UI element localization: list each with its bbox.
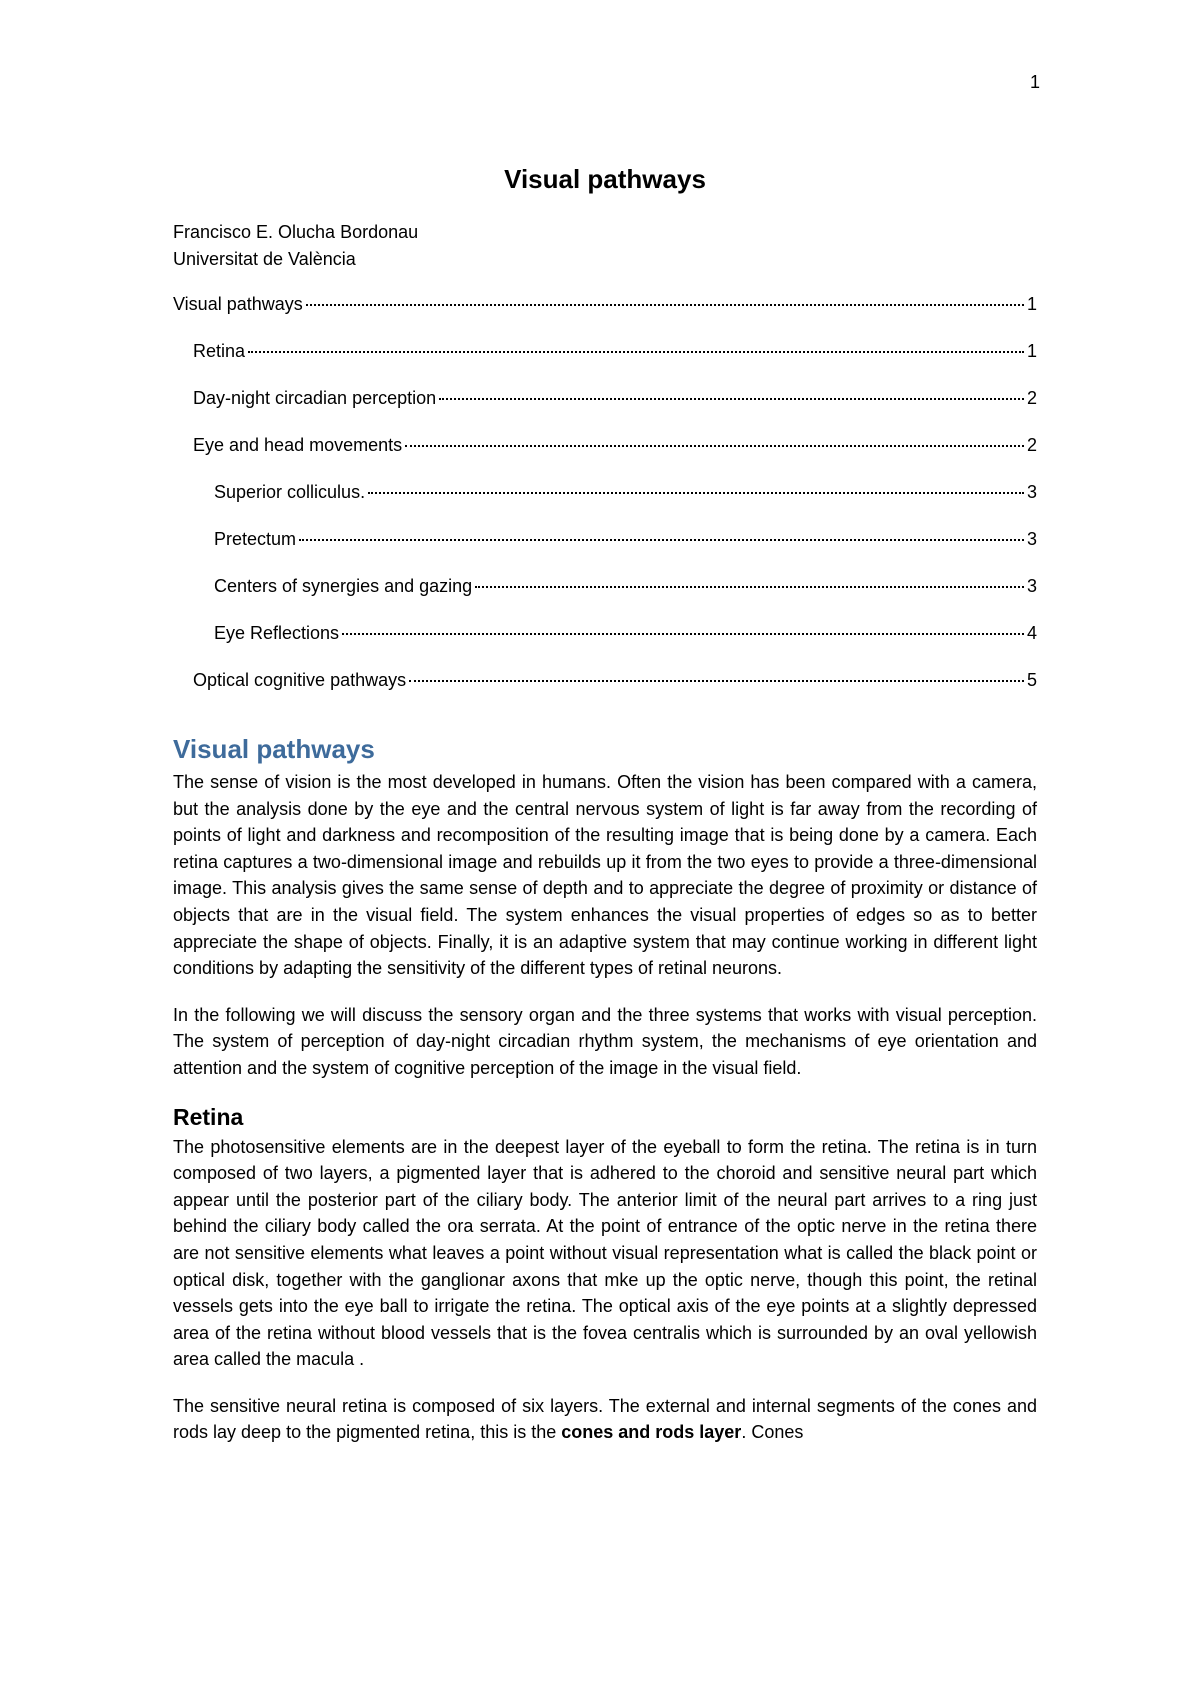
toc-entry[interactable]	[173, 434, 1037, 481]
toc-leader	[409, 680, 1024, 682]
toc-label: Eye Reflections	[214, 623, 340, 643]
section-heading: Visual pathways	[173, 734, 375, 764]
toc-label: Centers of synergies and gazing	[214, 576, 473, 596]
table-of-contents	[173, 293, 1037, 716]
toc-page: 2	[1026, 388, 1037, 408]
paragraph-text: . Cones	[741, 1422, 804, 1443]
toc-entry[interactable]	[173, 575, 1037, 622]
toc-page: 1	[1026, 294, 1037, 314]
toc-label: Eye and head movements	[193, 435, 403, 455]
toc-label: Superior colliculus.	[214, 482, 366, 502]
toc-entry[interactable]	[173, 481, 1037, 528]
affiliation: Universitat de València	[173, 249, 356, 269]
toc-page: 2	[1026, 435, 1037, 455]
toc-label: Day-night circadian perception	[193, 388, 437, 408]
toc-entry[interactable]	[173, 340, 1037, 387]
author: Francisco E. Olucha Bordonau	[173, 222, 419, 242]
toc-page: 4	[1026, 623, 1037, 643]
toc-entry[interactable]	[173, 387, 1037, 434]
toc-label: Pretectum	[214, 529, 297, 549]
toc-entry[interactable]	[173, 293, 1037, 340]
toc-leader	[342, 633, 1024, 635]
paragraph: The photosensitive elements are in the deepest layer of the eyeball to form the retina. The retina is in turn composed of two layers, a pigmented layer that is adhered to the choroid and sensitive neural part which appear until the posterior part of the ciliary body. The anterior limit of the neural part arrives to a ring just behind the ciliary body called the ora serrata. At the point of entrance of the optic nerve in the retina there are not sensitive elements what leaves a point without visual representation what is called the black point or optical disk, together with the ganglionar axons that mke up the optic nerve, though this point, the retinal vessels gets into the eye ball to irrigate the retina. The optical axis of the eye points at a slightly depressed area of the retina without blood vessels that is the fovea centralis which is surrounded by an oval yellowish area called the macula .	[173, 1136, 1037, 1370]
toc-label: Visual pathways	[173, 294, 303, 314]
document-body	[173, 164, 1037, 1466]
paragraph: The sense of vision is the most developed in humans. Often the vision has been compared with a camera, but the analysis done by the eye and the central nervous system of light is far away from the recording of points of light and darkness and recomposition of the resulting image that is being done by a camera. Each retina captures a two-dimensional image and rebuilds up it from the two eyes to provide a three-dimensional image. This analysis gives the same sense of depth and to appreciate the degree of proximity or distance of objects that are in the visual field. The system enhances the visual properties of edges so as to better appreciate the shape of objects. Finally, it is an adaptive system that may continue working in different light conditions by adapting the sensitivity of the different types of retinal neurons.	[173, 772, 1037, 979]
paragraph: In the following we will discuss the sensory organ and the three systems that works with visual perception. The system of perception of day-night circadian rhythm system, the mechanisms of eye orientation and attention and the system of cognitive perception of the image in the visual field.	[173, 1004, 1037, 1078]
toc-entry[interactable]	[173, 669, 1037, 716]
document-meta	[173, 219, 1037, 273]
toc-label: Optical cognitive pathways	[193, 670, 407, 690]
toc-page: 1	[1026, 341, 1037, 361]
toc-leader	[368, 492, 1024, 494]
paragraph-text: The sensitive neural retina is composed of six layers. The external and internal segments of the cones and rods lay deep to the pigmented retina, this is the	[173, 1395, 1037, 1443]
toc-page: 3	[1026, 576, 1037, 596]
toc-page: 5	[1026, 670, 1037, 690]
toc-page: 3	[1026, 482, 1037, 502]
toc-leader	[248, 351, 1024, 353]
toc-page: 3	[1026, 529, 1037, 549]
toc-leader	[475, 586, 1024, 588]
paragraph	[173, 1393, 1037, 1446]
toc-leader	[299, 539, 1024, 541]
page-number: 1	[1029, 72, 1040, 92]
document-title: Visual pathways	[504, 164, 706, 194]
subsection-heading: Retina	[173, 1103, 244, 1130]
toc-label: Retina	[193, 341, 246, 361]
toc-entry[interactable]	[173, 622, 1037, 669]
toc-leader	[439, 398, 1024, 400]
toc-leader	[405, 445, 1024, 447]
bold-term: cones and rods layer	[561, 1422, 742, 1443]
toc-entry[interactable]	[173, 528, 1037, 575]
toc-leader	[306, 304, 1024, 306]
